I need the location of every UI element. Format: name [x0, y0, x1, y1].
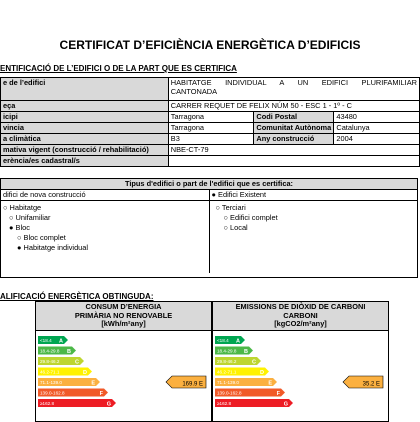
scale-band-b: [38, 347, 76, 356]
scale-band-g: [38, 399, 116, 408]
cadastral-value: [168, 156, 419, 167]
emissions-title-line1: EMISSIONS DE DIÒXID DE CARBONI: [235, 302, 366, 311]
community-label: Comunitat Autònoma: [254, 123, 334, 134]
scale-range-label: 139.0-162.8: [40, 390, 65, 396]
construction-year-label: Any construcció: [254, 134, 334, 145]
scale-range-label: 29.8-46.2: [217, 359, 237, 365]
emissions-title-line2: CARBONI: [283, 310, 318, 320]
radio-empty-icon: ○: [215, 203, 222, 212]
community-value: Catalunya: [334, 123, 420, 134]
scale-letter-label: G: [106, 401, 111, 408]
scale-band-d: [215, 368, 269, 377]
consumption-unit: [kWh/m²any]: [101, 319, 146, 328]
consumption-title-line1: CONSUM D’ENERGIA: [85, 302, 162, 311]
option-terciari[interactable]: [216, 203, 246, 212]
address-label: eça: [1, 101, 169, 112]
rating-value-label: 169.9 E: [182, 381, 203, 388]
option-edifici-complet[interactable]: [224, 213, 278, 222]
scale-letter-label: D: [260, 370, 264, 376]
option-local-label: Local: [230, 223, 248, 232]
consumption-title-line2: PRIMÀRIA NO RENOVABLE: [74, 310, 173, 320]
option-terciari-label: Terciari: [221, 203, 246, 212]
consumption-rating-box: [35, 301, 212, 422]
climate-zone-value: B3: [168, 134, 254, 145]
consumption-header: [36, 302, 211, 331]
option-habitatge[interactable]: [3, 203, 41, 212]
scale-range-label: <18.4: [217, 338, 229, 344]
name-value: [168, 78, 419, 101]
new-building-label: difici de nova construcció: [3, 190, 86, 199]
name-label: e de l’edifici: [1, 78, 169, 101]
scale-range-label: 71.1-139.0: [217, 380, 239, 386]
certificate-title: CERTIFICAT D’EFICIÈNCIA ENERGÈTICA D’EDIFICIS: [59, 38, 361, 52]
scale-band-a: [215, 336, 245, 345]
emissions-rating-box: [212, 301, 389, 422]
scale-letter-label: D: [83, 370, 87, 376]
identification-table: [0, 77, 420, 167]
scale-band-f: [215, 389, 285, 398]
scale-letter-label: A: [236, 338, 240, 345]
scale-letter-label: E: [91, 380, 95, 387]
construction-year-value: 2004: [334, 134, 420, 145]
scale-letter-label: A: [59, 338, 63, 345]
emissions-unit: [kgCO2/m²any]: [274, 319, 327, 328]
new-building-option[interactable]: [1, 190, 209, 200]
option-local[interactable]: [224, 223, 248, 232]
scale-range-label: ≥162.8: [40, 401, 55, 407]
option-habitatge-individual-label: Habitatge individual: [23, 243, 89, 252]
regulation-label: mativa vigent (construcció / rehabilitació): [1, 145, 169, 156]
option-habitatge-individual[interactable]: [17, 243, 88, 252]
scale-range-label: ≥162.8: [217, 401, 232, 407]
radio-empty-icon: ○: [223, 213, 231, 222]
radio-selected-icon: ●: [9, 223, 16, 232]
regulation-value: NBE-CT-79: [168, 145, 419, 156]
section-identification-text: ENTIFICACIÓ DE L’EDIFICI O DE LA PART QUE ES CERTIFICA: [0, 64, 237, 73]
cadastral-label: erència/es cadastral/s: [1, 156, 169, 167]
municipality-label: icipi: [1, 112, 169, 123]
municipality-value: Tarragona: [168, 112, 254, 123]
option-bloc-complet-label: Bloc complet: [23, 233, 66, 242]
scale-letter-label: F: [99, 391, 103, 397]
radio-empty-icon: ○: [17, 233, 24, 242]
name-value-line1: HABITATGE INDIVIDUAL A UN EDIFICI PLURIFAMILIAR: [170, 78, 417, 87]
existing-building-option[interactable]: [209, 190, 418, 200]
radio-empty-icon: ○: [9, 213, 16, 222]
scale-band-a: [38, 336, 68, 345]
section-rating-heading: [0, 292, 153, 301]
option-bloc-complet[interactable]: [17, 233, 66, 242]
scale-letter-label: C: [252, 359, 256, 366]
scale-letter-label: B: [67, 349, 71, 355]
rating-indicator: [166, 376, 206, 388]
option-bloc[interactable]: [9, 223, 30, 232]
scale-band-d: [38, 368, 92, 377]
residential-column: [1, 201, 209, 273]
address-value: CARRER REQUET DE FELIX NÚM 50 - ESC 1 - 1º - C: [168, 101, 419, 112]
building-type-header: Tipus d'edifici o part de l'edifici que es certifica:: [1, 179, 417, 190]
option-unifamiliar[interactable]: [9, 213, 50, 222]
province-value: Tarragona: [168, 123, 254, 134]
scale-range-label: 46.2-71.1: [40, 369, 60, 375]
scale-band-e: [38, 378, 100, 387]
province-label: vincia: [1, 123, 169, 134]
climate-zone-label: a climàtica: [1, 134, 169, 145]
scale-band-c: [215, 357, 261, 366]
scale-band-e: [215, 378, 277, 387]
option-habitatge-label: Habitatge: [9, 203, 42, 212]
postal-value: 43480: [334, 112, 420, 123]
building-type-box: [0, 178, 418, 278]
section-rating-text: ALIFICACIÓ ENERGÈTICA OBTINGUDA:: [0, 292, 154, 301]
postal-label: Codi Postal: [254, 112, 334, 123]
scale-letter-label: G: [283, 401, 288, 408]
scale-range-label: <18.4: [40, 338, 52, 344]
option-unifamiliar-label: Unifamiliar: [15, 213, 51, 222]
scale-band-g: [215, 399, 293, 408]
scale-range-label: 18.4-29.8: [217, 348, 237, 354]
scale-band-b: [215, 347, 253, 356]
scale-band-c: [38, 357, 84, 366]
scale-letter-label: B: [244, 349, 248, 355]
building-use-columns: [1, 201, 417, 273]
scale-letter-label: E: [268, 380, 272, 387]
emissions-scale: [213, 330, 388, 420]
radio-selected-icon: ●: [211, 190, 219, 199]
scale-range-label: 18.4-29.8: [40, 348, 60, 354]
scale-range-label: 29.8-46.2: [40, 359, 60, 365]
rating-indicator: [343, 376, 383, 388]
scale-letter-label: C: [75, 359, 79, 366]
consumption-scale: [36, 330, 211, 420]
section-identification-heading: [0, 64, 237, 73]
radio-selected-icon: ●: [17, 243, 24, 252]
scale-letter-label: F: [276, 391, 280, 397]
option-edifici-complet-label: Edifici complet: [230, 213, 278, 222]
radio-empty-icon: ○: [223, 223, 231, 232]
name-value-line2: CANTONADA: [170, 87, 218, 96]
scale-range-label: 46.2-71.1: [217, 369, 237, 375]
building-origin-row: [1, 190, 417, 201]
rating-value-label: 35.2 E: [362, 381, 380, 388]
scale-band-f: [38, 389, 108, 398]
scale-range-label: 139.0-162.8: [217, 390, 242, 396]
radio-empty-icon: ○: [3, 203, 10, 212]
tertiary-column: [209, 201, 418, 273]
option-bloc-label: Bloc: [15, 223, 30, 232]
scale-range-label: 71.1-139.0: [40, 380, 62, 386]
existing-building-label: Edifici Existent: [218, 190, 267, 199]
emissions-header: [213, 302, 388, 331]
